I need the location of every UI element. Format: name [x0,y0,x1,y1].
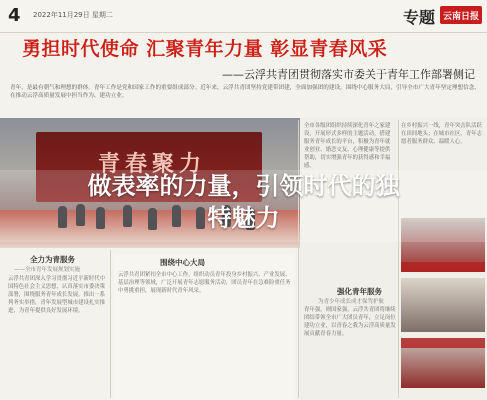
page-number: 4 [8,5,21,26]
top-bar [0,0,487,33]
side-photo [401,338,485,388]
section-subtitle-right: 为青少年成长成才保驾护航 [318,299,385,305]
section-title-center: 围绕中心大局 [160,258,205,267]
overlay-title-line: 做表率的力量，引领时代的独 [87,172,400,200]
right-lower-text: 青年强，则国家强。云浮共青团将继续团结带领全市广大团员青年，立足岗位建功立业，以青春之我为云浮高质量发展贡献青春力量。 [304,307,396,338]
section-title-right: 强化青年服务 [337,287,382,296]
masthead-logo: 云南日报 [440,6,482,24]
headline: 勇担时代使命 汇聚青年力量 彰显青春风采 [22,38,388,60]
column-divider [298,120,299,398]
left-column-text: 云浮共青团深入学习贯彻习近平新时代中国特色社会主义思想，认真落实市委决策部署，围绕服务青年成长发展，推出一系列务实举措，青年发展型城市建设扎实推进，为青年提供良好发展环境。 [8,276,106,315]
photo-strip [401,338,485,348]
subheadline: ——云浮共青团贯彻落实市委关于青年工作部署侧记 [222,68,475,81]
section-title-left: 全力为青服务 [30,255,75,264]
side-photo [401,278,485,332]
left-column [0,248,110,400]
section-subtitle-left: ——全市青年发展规划实施 [14,267,81,273]
intro-paragraph: 青年，是最有朝气和理想的群体。青年工作是党和国家工作的重要组成部分。近年来，云浮共青团坚持党建带团建，全面加强团的建设，围绕中心服务大局，引导全市广大青年坚定理想信念，在推动云浮高质量发展中担当作为、建功立业。 [10,85,480,99]
column-divider [398,120,399,398]
photo-strip [401,262,485,272]
date-line: 2022年11月29日 星期二 [33,11,113,19]
column-divider [110,250,111,398]
stage-banner-text: 青春聚力 [98,151,207,177]
overlay-title-line: 特魅力 [207,204,280,232]
far-right-column-text: 在乡村振兴一线，青年突击队活跃在田间地头；在城市社区，青年志愿者服务群众、温暖人心。 [401,123,482,146]
right-column-text: 全市各级团组织持续深化青年之家建设，开展形式多样的主题活动，搭建服务青年成长的平台，积极为青年就业创业、婚恋交友、心理健康等提供帮助，切实增强青年的获得感和幸福感。 [304,123,391,170]
section-label: 专题 [403,8,436,27]
center-column-text: 云浮共青团紧扣全市中心工作，组织动员青年投身乡村振兴、产业发展、基层治理等领域，广泛开展青年志愿服务活动，团员青年在急难险重任务中勇挑重担，展现新时代青年风采。 [118,272,291,295]
center-column [114,255,294,400]
overlay-title [0,170,487,234]
